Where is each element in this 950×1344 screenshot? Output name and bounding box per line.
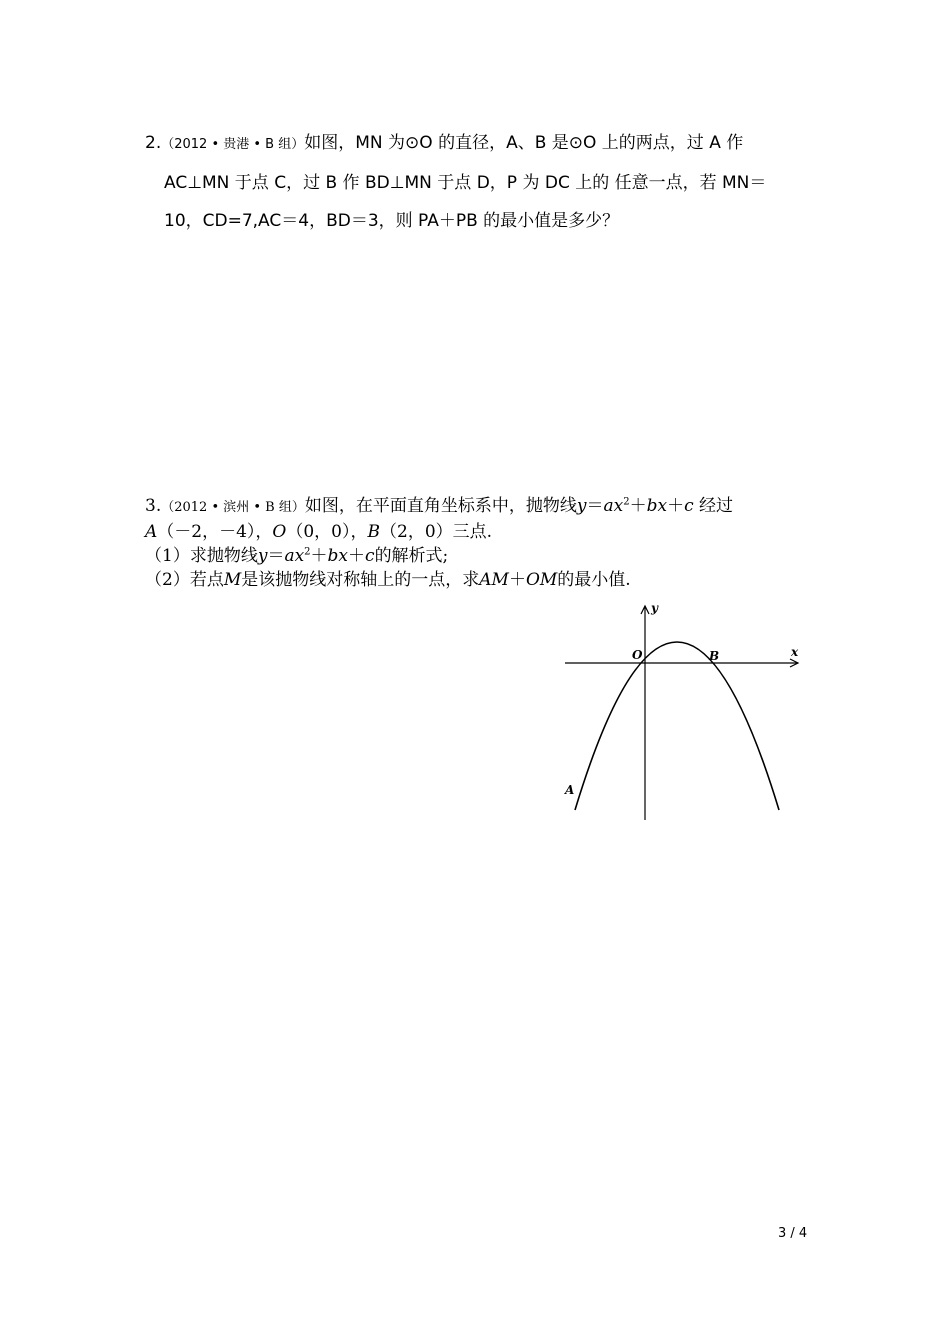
problem-3-line-1: [145, 494, 825, 520]
problem-3-question-2: （2）若点M是该抛物线对称轴上的一点，求AM＋OM的最小值.: [145, 570, 631, 590]
problem-2-number: 2.: [145, 133, 162, 153]
label-o: O: [632, 648, 643, 662]
parabola-curve: [575, 642, 779, 810]
parabola-function: $y=ax^2+bx+c$: [576, 496, 694, 516]
point-o-coord: （0，0），: [286, 522, 368, 542]
problem-2-line-1: [145, 124, 815, 164]
page-number: 3 / 4: [778, 1226, 808, 1241]
point-a-name: A: [145, 522, 158, 542]
problem-2-line-2: AC⊥MN 于点 C，过 B 作 BD⊥MN 于点 D，P 为 DC 上的 任意一点，若 MN＝: [164, 173, 767, 193]
problem-2-line-3: 10，CD=7,AC＝4，BD＝3，则 PA＋PB 的最小值是多少？: [164, 211, 620, 231]
problem-3-number: 3.: [145, 496, 162, 516]
problem-2-source: （2012 • 贵港 • B 组）: [161, 137, 305, 152]
label-a: A: [565, 783, 575, 797]
problem-3-pass: 经过: [699, 496, 734, 516]
problem-3-question-1: （1）求抛物线$y=ax^2+bx+c$的解析式;: [145, 546, 449, 566]
parabola-figure: [560, 598, 810, 823]
label-x: x: [791, 645, 799, 659]
point-b-name: B: [367, 522, 380, 542]
label-b: B: [709, 649, 720, 663]
label-y: y: [651, 601, 658, 615]
point-o-name: O: [272, 522, 287, 542]
problem-3-line-2: [145, 520, 825, 544]
point-b-coord: （2，0）三点.: [380, 522, 493, 542]
problem-3: [145, 494, 825, 592]
point-a-coord: （－2，－4），: [157, 522, 273, 542]
problem-2: [145, 124, 815, 240]
problem-3-source: （2012 • 滨州 • B 组）: [161, 500, 305, 515]
problem-2-text-1: 如图，MN 为⊙O 的直径，A、B 是⊙O 上的两点，过 A 作: [304, 133, 744, 153]
problem-3-intro: 如图，在平面直角坐标系中，抛物线: [304, 496, 577, 516]
